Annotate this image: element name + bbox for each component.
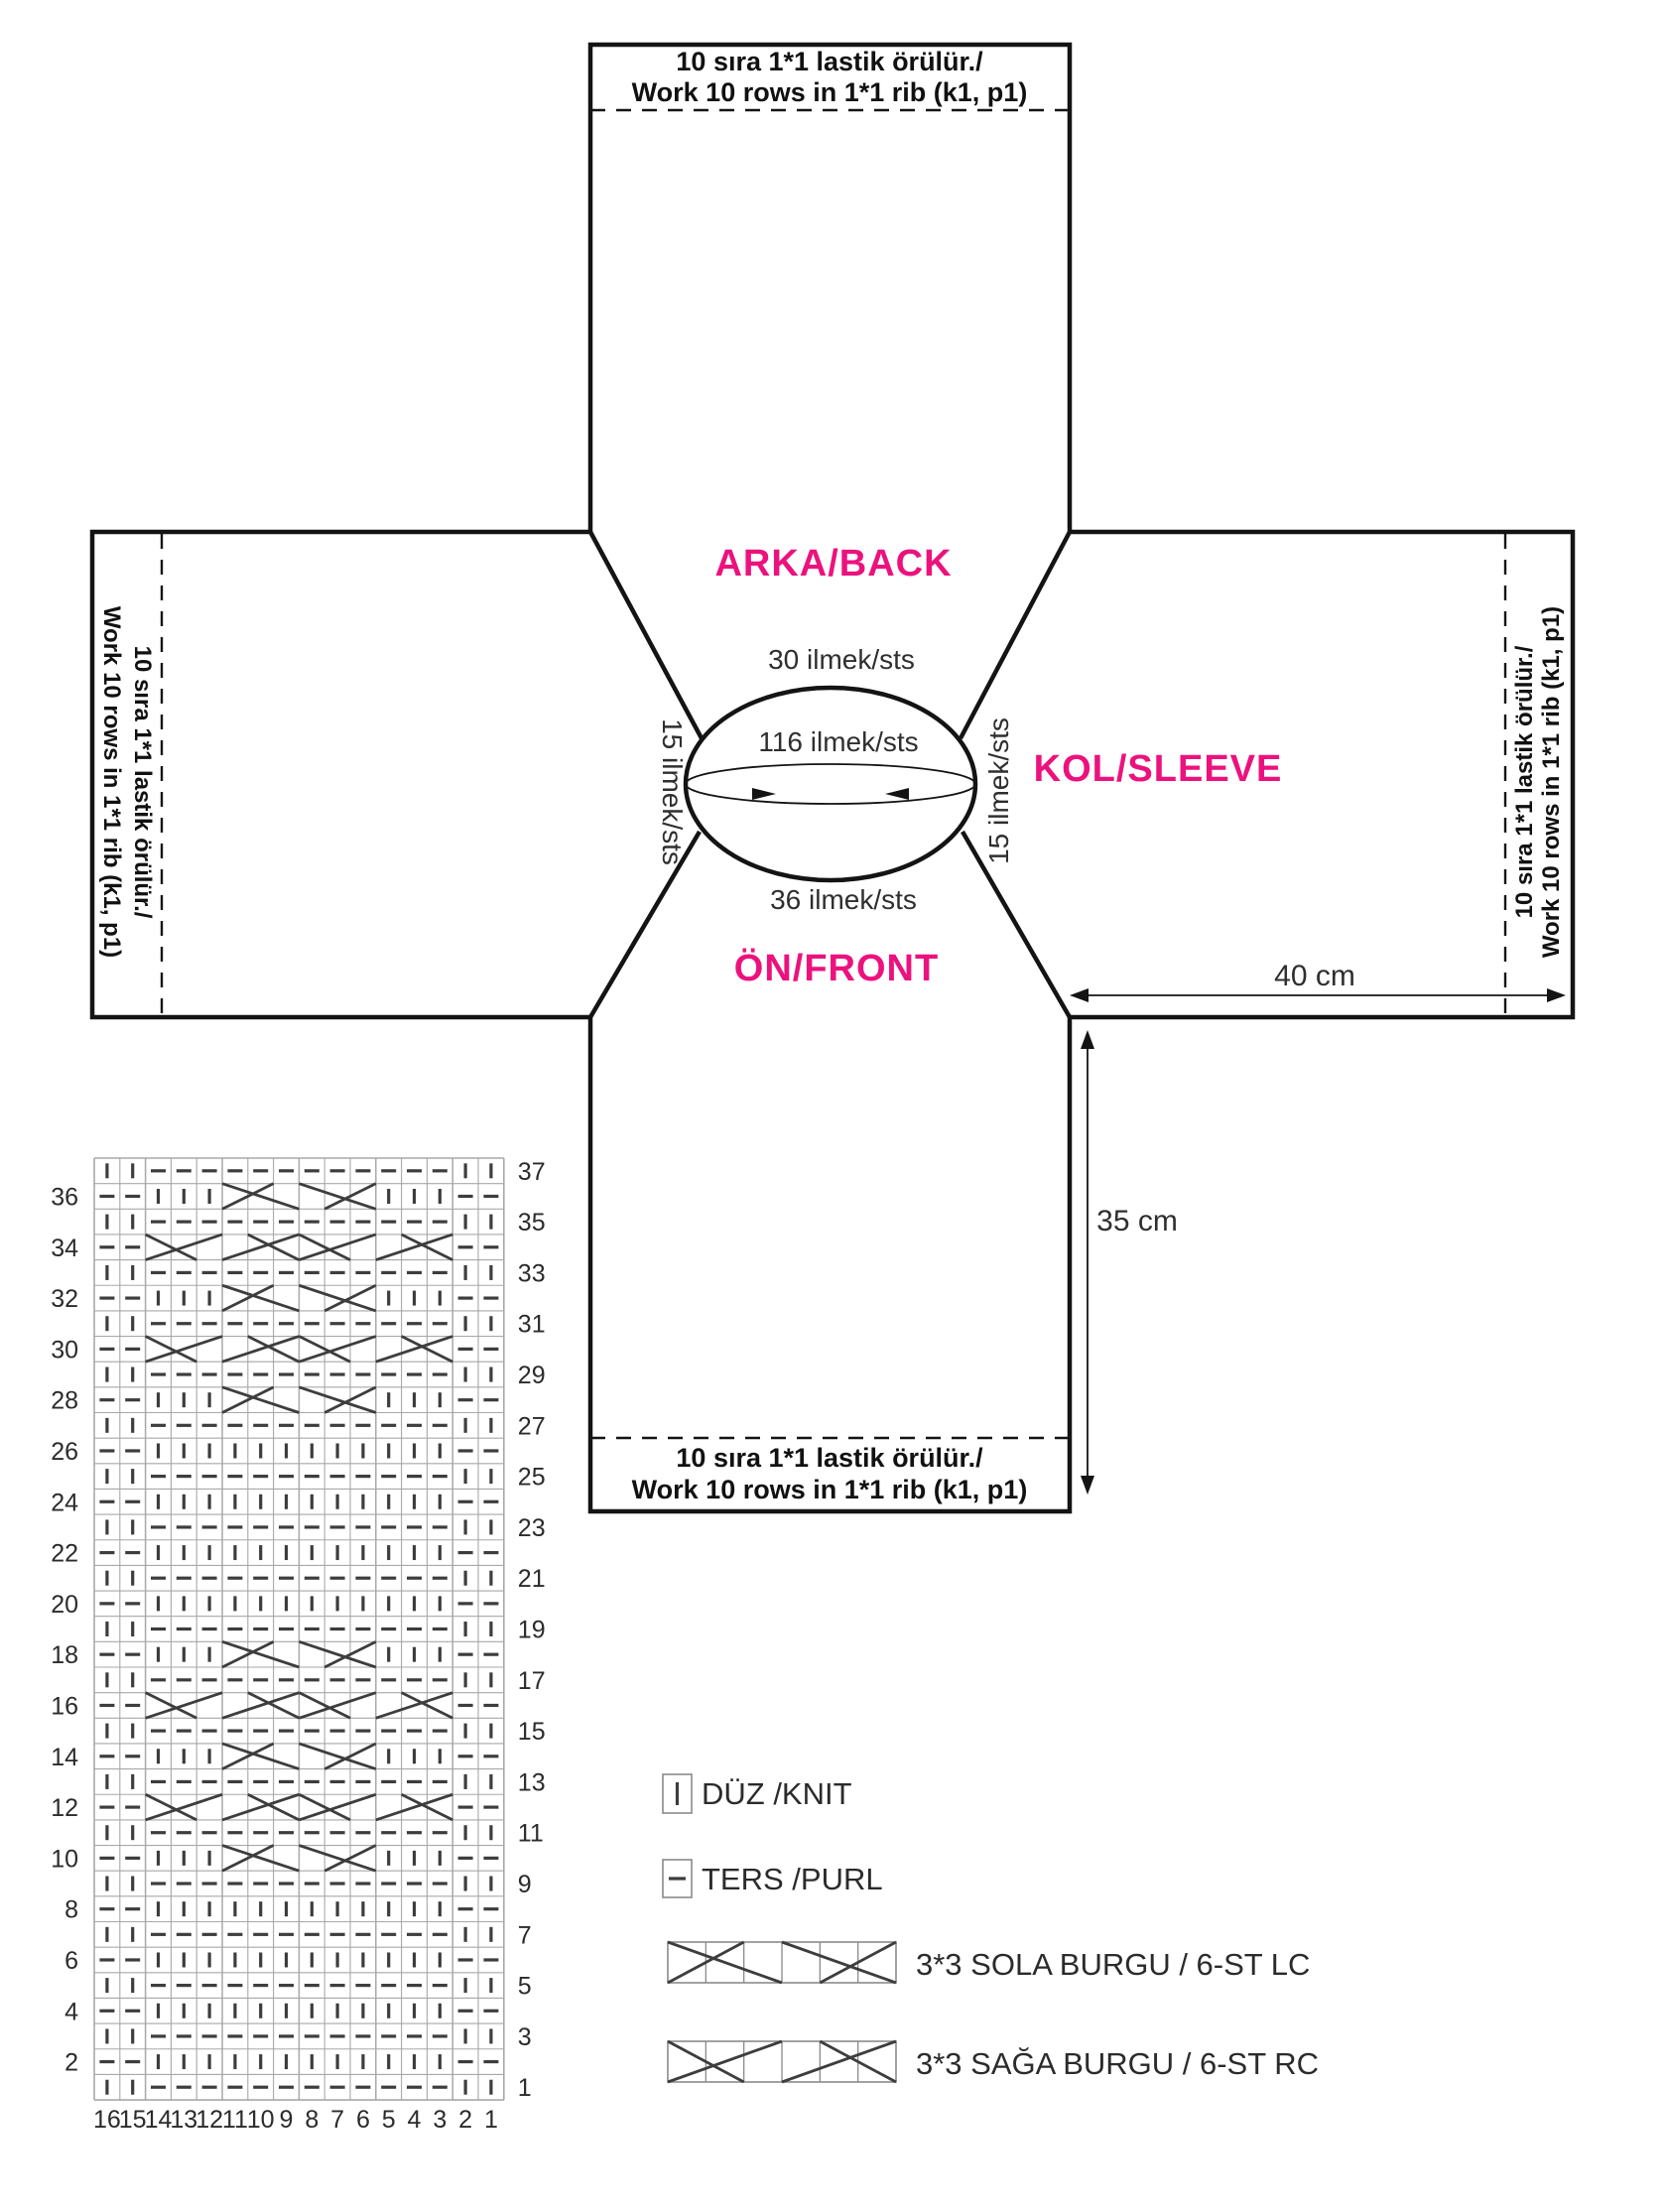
chart-number: 3 [433, 2106, 448, 2135]
chart-number: 22 [51, 1539, 78, 1568]
chart-number: 17 [517, 1666, 546, 1695]
body-length-arrow [1081, 1030, 1094, 1495]
legend-rc-label: 3*3 SAĞA BURGU / 6-ST RC [916, 2046, 1319, 2081]
chart-number: 8 [64, 1895, 78, 1924]
chart-number: 20 [51, 1590, 78, 1619]
raglan-line-bottom-right [962, 832, 1070, 1017]
front-label: ÖN/FRONT [733, 948, 940, 989]
rib-note-back-line2: Work 10 rows in 1*1 rib (k1, p1) [631, 77, 1028, 107]
chart-number: 8 [305, 2106, 320, 2135]
arrow-up-icon [1081, 1030, 1094, 1049]
chart-number: 10 [51, 1845, 78, 1874]
rib-note-right-sleeve-line2: Work 10 rows in 1*1 rib (k1, p1) [1538, 605, 1565, 959]
chart-number: 25 [517, 1463, 546, 1492]
chart-number: 13 [517, 1768, 546, 1797]
rib-note-front-line2: Work 10 rows in 1*1 rib (k1, p1) [631, 1475, 1028, 1504]
chart-number: 9 [517, 1871, 532, 1899]
arrow-right-icon [1547, 988, 1566, 1002]
arrow-down-icon [1081, 1476, 1094, 1495]
chart-number: 4 [407, 2106, 422, 2135]
rib-note-left-sleeve-line1: 10 sıra 1*1 lastik örülür./ [129, 645, 156, 919]
chart-number: 2 [458, 2106, 473, 2135]
chart-number: 28 [51, 1386, 78, 1415]
chart-number: 29 [517, 1362, 546, 1390]
chart-number: 14 [144, 2106, 173, 2135]
chart-number: 11 [517, 1819, 544, 1848]
chart-number: 26 [51, 1437, 78, 1466]
chart-number: 1 [517, 2074, 532, 2103]
chart-legend [663, 1774, 1319, 2082]
chart-number: 6 [64, 1946, 78, 1975]
body-length-label: 35 cm [1096, 1205, 1178, 1237]
legend-purl-label: TERS /PURL [702, 1862, 883, 1896]
neckline-shape [686, 688, 975, 880]
arrow-left-icon [1070, 988, 1089, 1002]
chart-number: 18 [51, 1641, 78, 1670]
chart-number: 37 [517, 1157, 546, 1186]
chart-number: 35 [517, 1209, 546, 1237]
left-sleeve-outline [92, 532, 590, 1017]
knit-chart [51, 1158, 545, 2134]
rib-note-left-sleeve-line2: Work 10 rows in 1*1 rib (k1, p1) [98, 605, 125, 959]
chart-number: 5 [517, 1972, 532, 2001]
chart-number: 24 [51, 1489, 78, 1517]
back-piece-outline [590, 45, 1070, 532]
chart-number: 7 [330, 2106, 345, 2135]
raglan-line-top-left [590, 532, 702, 738]
chart-number: 2 [64, 2048, 78, 2077]
chart-number: 34 [51, 1234, 78, 1262]
legend-symbols [663, 1774, 896, 2082]
chart-number: 16 [92, 2106, 121, 2135]
chart-number: 12 [195, 2106, 224, 2135]
shoulder-sts-right-label: 15 ilmek/sts [983, 717, 1014, 864]
chart-number: 7 [517, 1921, 532, 1950]
chart-number: 19 [517, 1616, 546, 1644]
chart-number: 31 [517, 1310, 546, 1339]
sleeve-width-label: 40 cm [1274, 960, 1355, 992]
back-label: ARKA/BACK [714, 543, 953, 585]
rib-note-front-line1: 10 sıra 1*1 lastik örülür./ [676, 1443, 983, 1473]
shoulder-sts-left-label: 15 ilmek/sts [657, 718, 688, 865]
chart-number: 5 [381, 2106, 396, 2135]
chart-number: 14 [51, 1743, 78, 1771]
chart-number: 6 [355, 2106, 370, 2135]
neck-front-sts-label: 36 ilmek/sts [770, 884, 917, 915]
chart-number: 9 [279, 2106, 294, 2135]
chart-number: 4 [64, 1998, 78, 2026]
chart-number: 33 [517, 1259, 546, 1288]
chart-number: 23 [517, 1513, 546, 1542]
chart-number: 10 [246, 2106, 275, 2135]
neck-back-sts-label: 30 ilmek/sts [768, 644, 915, 675]
chart-number: 1 [483, 2106, 498, 2135]
chart-number: 21 [517, 1565, 546, 1594]
chart-number: 15 [118, 2106, 147, 2135]
chart-number: 12 [51, 1794, 78, 1823]
rib-note-back-line1: 10 sıra 1*1 lastik örülür./ [676, 47, 983, 76]
raglan-line-top-right [961, 532, 1070, 738]
chart-number: 11 [221, 2106, 248, 2135]
neck-total-sts-label: 116 ilmek/sts [758, 726, 919, 757]
legend-knit-label: DÜZ /KNIT [702, 1776, 852, 1811]
rib-note-right-sleeve-line1: 10 sıra 1*1 lastik örülür./ [1511, 645, 1538, 919]
legend-lc-label: 3*3 SOLA BURGU / 6-ST LC [916, 1947, 1311, 1982]
chart-number: 13 [170, 2106, 198, 2135]
chart-number: 16 [51, 1692, 78, 1721]
chart-number: 3 [517, 2022, 532, 2051]
chart-number: 36 [51, 1183, 78, 1212]
chart-number: 32 [51, 1285, 78, 1314]
chart-number: 30 [51, 1336, 78, 1365]
chart-number: 15 [517, 1718, 546, 1747]
sleeve-label: KOL/SLEEVE [1033, 748, 1283, 790]
chart-number: 27 [517, 1412, 546, 1441]
